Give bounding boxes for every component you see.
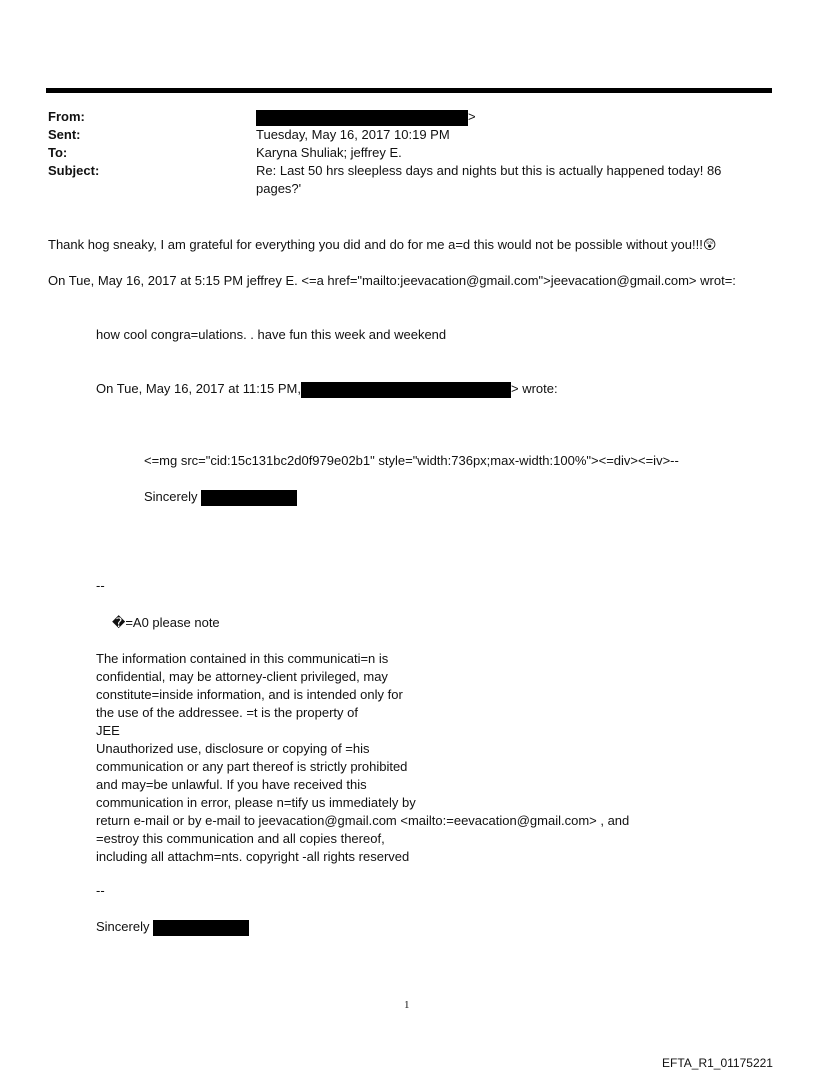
sent-label: Sent: (48, 127, 81, 142)
subject-label: Subject: (48, 163, 100, 178)
redaction-box (301, 382, 511, 398)
quote-congrats-line: how cool congra=ulations. . have fun this week and weekend (96, 327, 447, 342)
disclaimer-line: JEE (96, 723, 120, 738)
to-value: Karyna Shuliak; jeffrey E. (256, 145, 402, 160)
from-suffix: > (468, 109, 476, 124)
body-quote-header: On Tue, May 16, 2017 at 5:15 PM jeffrey E. <=a href="mailto:jeevacation@gmail.com">jeevacation@gmail.com> wrot=: (48, 273, 736, 288)
disclaimer-line: including all attachm=nts. copyright -all rights reserved (96, 849, 410, 864)
disclaimer-line: Unauthorized use, disclosure or copying of =his (96, 741, 370, 756)
disclaimer-line: constitute=inside information, and is intended only for (96, 687, 403, 702)
disclaimer-line: and may=be unlawful. If you have received this (96, 777, 367, 792)
document-id: EFTA_R1_01175221 (662, 1056, 773, 1070)
sincerely-text: Sincerely (96, 919, 150, 934)
separator-1: -- (96, 578, 105, 593)
header-rule (46, 88, 772, 93)
separator-2: -- (96, 883, 105, 898)
from-label: From: (48, 109, 85, 124)
sincerely-line-1 (144, 488, 297, 506)
redaction-box (201, 490, 297, 506)
disclaimer-line: communication or any part thereof is strictly prohibited (96, 759, 408, 774)
disclaimer-line: return e-mail or by e-mail to jeevacation@gmail.com <mailto:=eevacation@gmail.com> , and (96, 813, 630, 828)
to-label: To: (48, 145, 68, 160)
disclaimer-line: communication in error, please n=tify us immediately by (96, 795, 416, 810)
quote-wrote-suffix: > wrote: (511, 381, 558, 396)
redaction-box (256, 110, 468, 126)
disclaimer-line: confidential, may be attorney-client privileged, may (96, 669, 388, 684)
disclaimer-line: =estroy this communication and all copies thereof, (96, 831, 385, 846)
subject-line-1: Re: Last 50 hrs sleepless days and nights but this is actually happened today! 86 (256, 163, 722, 178)
body-thanks-line: Thank hog sneaky, I am grateful for everything you did and do for me a=d this would not be possible without you!!!😲 (48, 237, 717, 252)
subject-line-2: pages?' (256, 181, 302, 196)
sincerely-line-2 (96, 918, 249, 936)
from-value (256, 108, 476, 126)
please-note-line: �=A0 please note (112, 615, 220, 630)
quote-wrote-prefix: On Tue, May 16, 2017 at 11:15 PM, (96, 381, 301, 396)
quote-wrote-line (96, 380, 558, 398)
disclaimer-line: The information contained in this communicati=n is (96, 651, 389, 666)
sent-value: Tuesday, May 16, 2017 10:19 PM (256, 127, 450, 142)
redaction-box (153, 920, 249, 936)
disclaimer-line: the use of the addressee. =t is the property of (96, 705, 358, 720)
page-number: 1 (404, 999, 410, 1011)
sincerely-text: Sincerely (144, 489, 198, 504)
disclaimer-block (96, 650, 629, 866)
image-markup-line: <=mg src="cid:15c131bc2d0f979e02b1" style="width:736px;max-width:100%"><=div><=iv>-- (144, 453, 679, 468)
